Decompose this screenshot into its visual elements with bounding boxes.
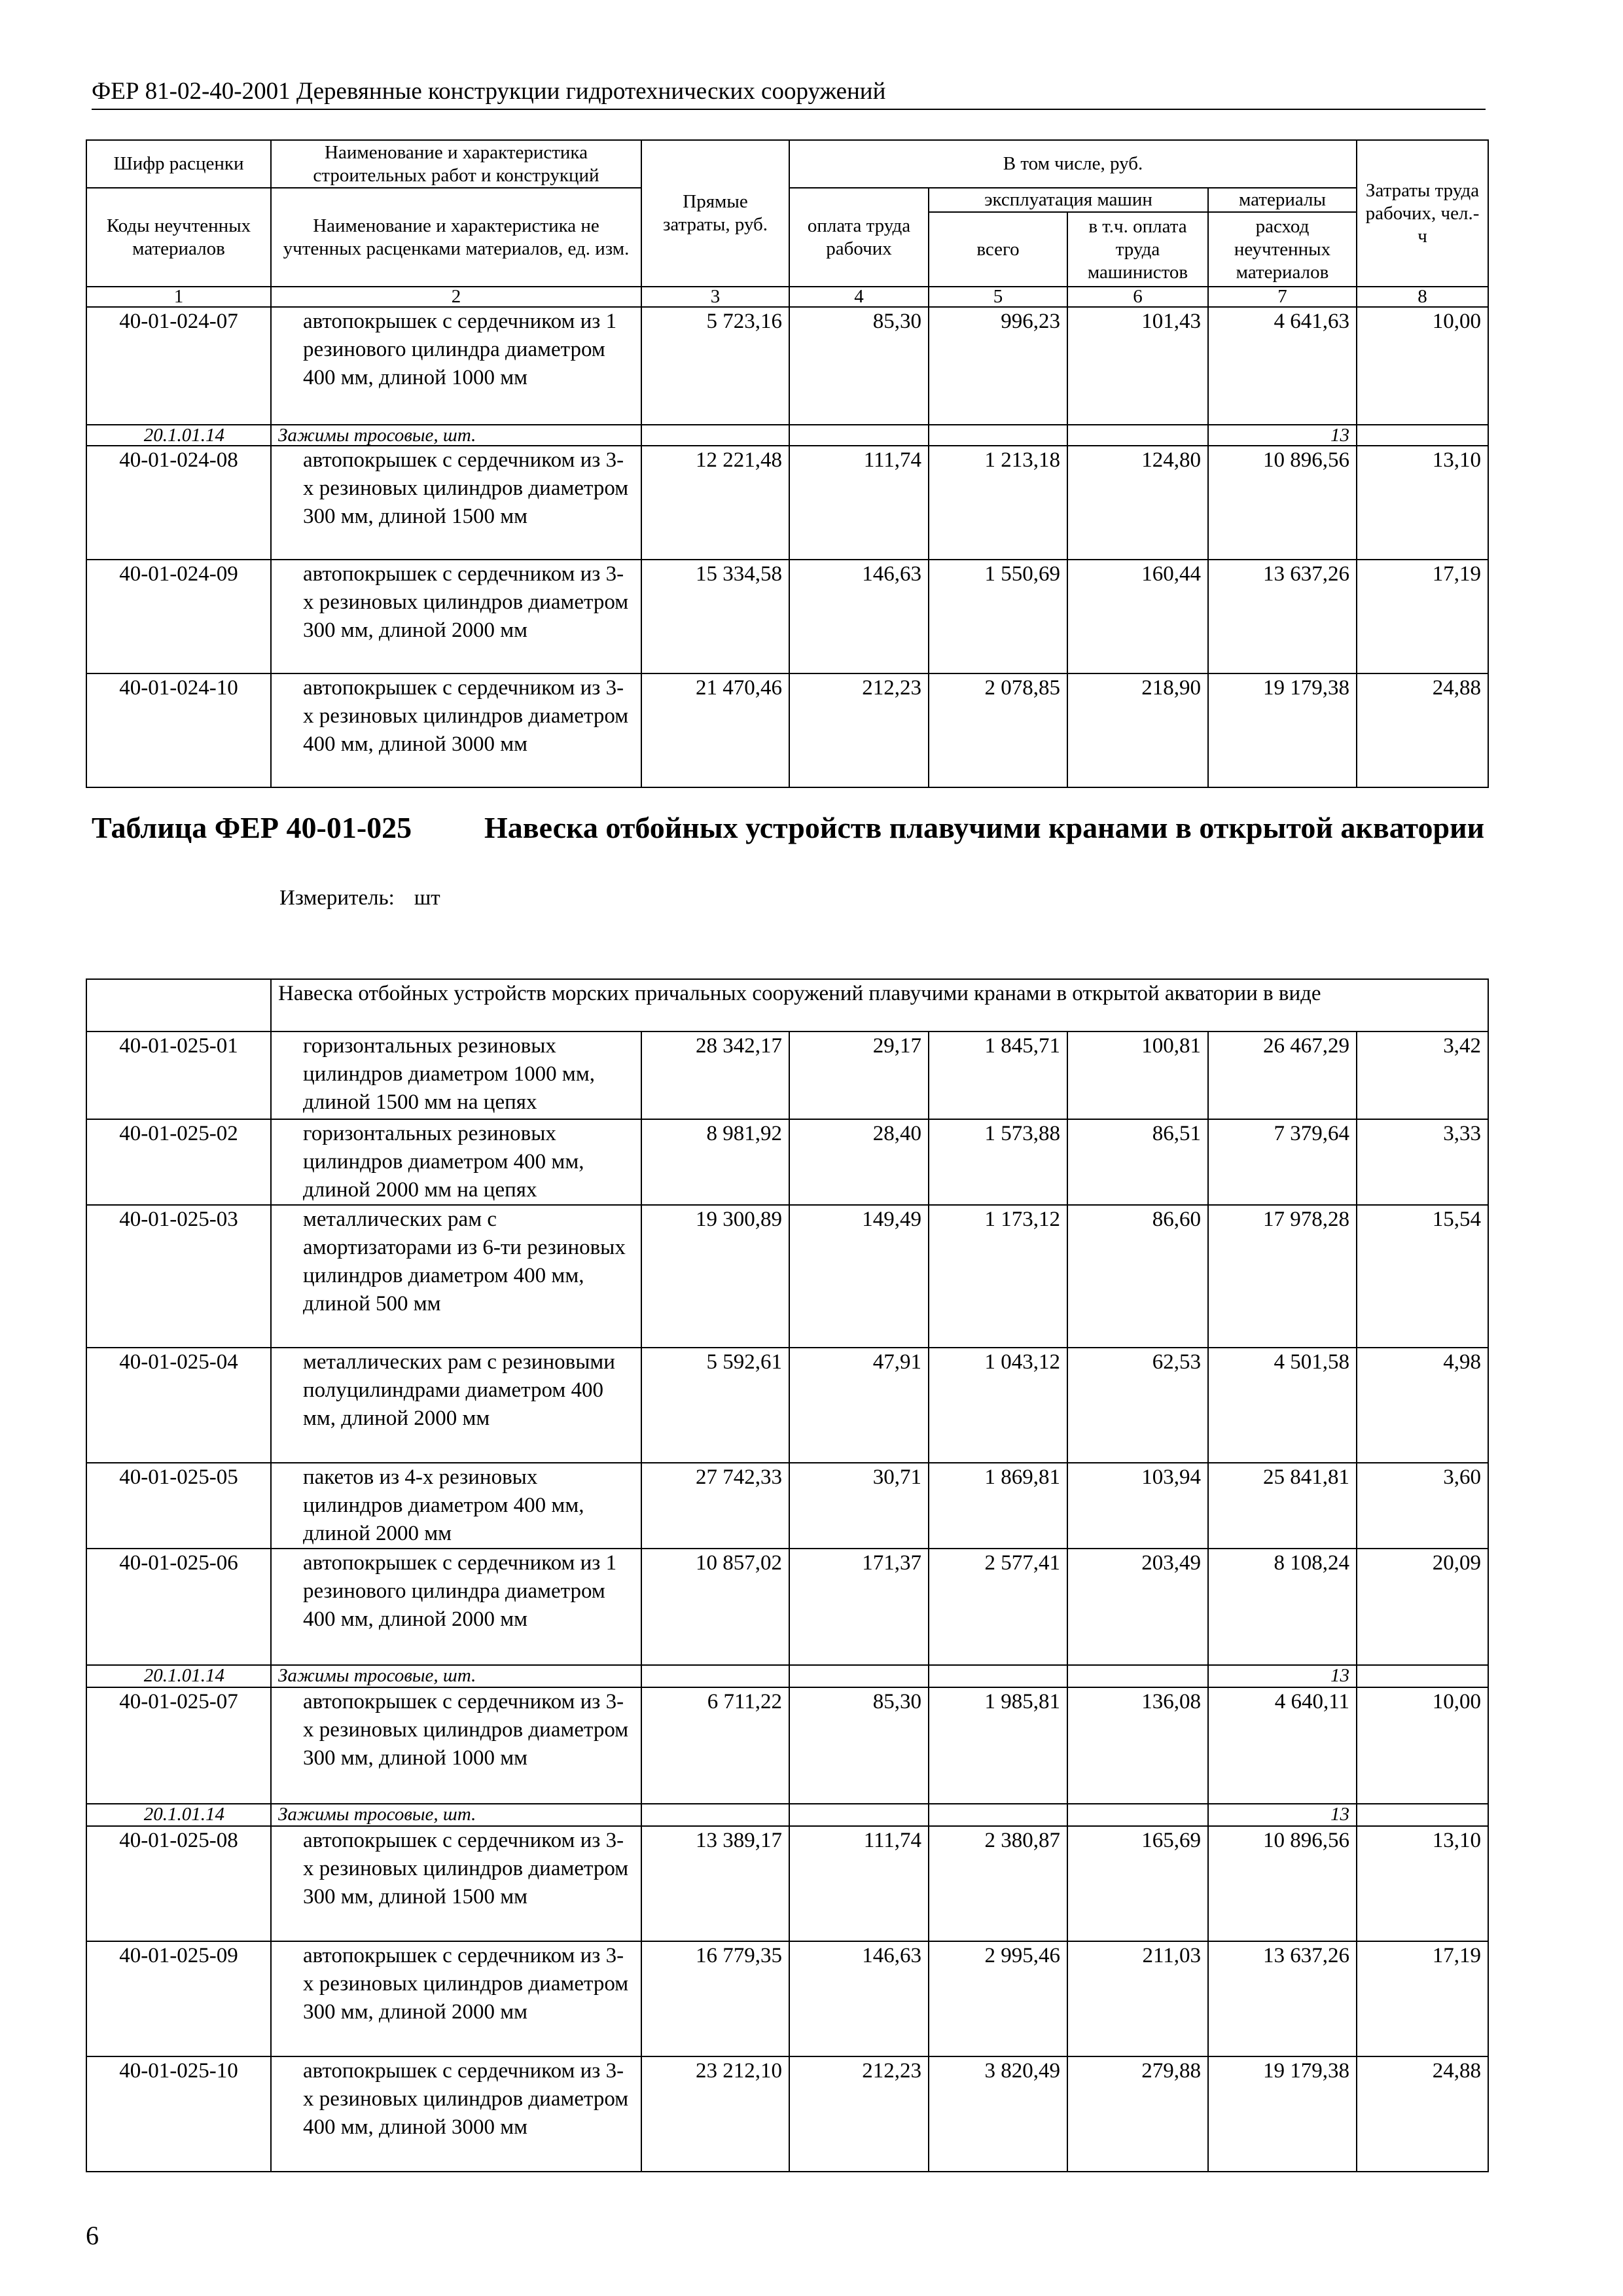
machinists-wages: 103,94 — [1067, 1463, 1208, 1549]
wages: 85,30 — [789, 1687, 929, 1804]
material-row — [86, 1804, 1488, 1826]
col-number: 7 — [1208, 287, 1357, 307]
col-code-header: Шифр расценки — [86, 140, 271, 188]
rate-code: 40-01-024-08 — [86, 446, 271, 560]
materials-cost: 10 896,56 — [1208, 1826, 1357, 1941]
material-row — [86, 425, 1488, 446]
direct-costs: 21 470,46 — [641, 673, 789, 787]
rate-description: автопокрышек с сердечником из 1 резинового цилиндра диаметром 400 мм, длиной 2000 мм — [271, 1549, 641, 1665]
machinists-wages: 279,88 — [1067, 2056, 1208, 2172]
machines-total: 2 380,87 — [929, 1826, 1067, 1941]
machines-total: 2 577,41 — [929, 1549, 1067, 1665]
page-number: 6 — [86, 2221, 99, 2250]
machines-total: 2 078,85 — [929, 673, 1067, 787]
rate-code: 40-01-024-07 — [86, 307, 271, 425]
machinists-wages: 160,44 — [1067, 560, 1208, 673]
rate-description: автопокрышек с сердечником из 3-х резиновых цилиндров диаметром 400 мм, длиной 3000 мм — [271, 2056, 641, 2172]
material-name: Зажимы тросовые, шт. — [271, 425, 641, 446]
rate-code: 40-01-025-09 — [86, 1941, 271, 2056]
rate-code: 40-01-025-08 — [86, 1826, 271, 1941]
rate-description: горизонтальных резиновых цилиндров диаметром 400 мм, длиной 2000 мм на цепях — [271, 1119, 641, 1205]
wages: 29,17 — [789, 1031, 929, 1119]
machines-total: 1 985,81 — [929, 1687, 1067, 1804]
material-quantity: 13 — [1208, 1804, 1357, 1826]
rate-code: 40-01-025-06 — [86, 1549, 271, 1665]
wages: 146,63 — [789, 560, 929, 673]
table-row — [86, 446, 1488, 560]
col-number: 1 — [86, 287, 271, 307]
material-code: 20.1.01.14 — [86, 1665, 271, 1687]
table-label: Таблица ФЕР 40-01-025 — [92, 811, 412, 844]
table-row — [86, 2056, 1488, 2172]
rate-description: автопокрышек с сердечником из 3-х резиновых цилиндров диаметром 400 мм, длиной 3000 мм — [271, 673, 641, 787]
machinists-wages: 124,80 — [1067, 446, 1208, 560]
col-machines-header: эксплуатация машин — [929, 188, 1208, 212]
wages: 212,23 — [789, 673, 929, 787]
machines-total: 1 869,81 — [929, 1463, 1067, 1549]
col-number: 8 — [1357, 287, 1488, 307]
rate-code: 40-01-025-07 — [86, 1687, 271, 1804]
rate-code: 40-01-025-03 — [86, 1205, 271, 1348]
materials-cost: 7 379,64 — [1208, 1119, 1357, 1205]
table-row — [86, 1463, 1488, 1549]
col-labor-hours-header: Затраты труда рабочих, чел.-ч — [1357, 140, 1488, 287]
direct-costs: 10 857,02 — [641, 1549, 789, 1665]
rate-description: горизонтальных резиновых цилиндров диаметром 1000 мм, длиной 1500 мм на цепях — [271, 1031, 641, 1119]
table-intro: Навеска отбойных устройств морских причальных сооружений плавучими кранами в открытой акватории в виде — [271, 979, 1488, 1031]
machinists-wages: 211,03 — [1067, 1941, 1208, 2056]
material-quantity: 13 — [1208, 425, 1357, 446]
machines-total: 1 173,12 — [929, 1205, 1067, 1348]
direct-costs: 5 723,16 — [641, 307, 789, 425]
col-number: 4 — [789, 287, 929, 307]
labor-hours: 17,19 — [1357, 560, 1488, 673]
machines-total: 2 995,46 — [929, 1941, 1067, 2056]
table-row — [86, 1826, 1488, 1941]
col-machinists-wages-header: в т.ч. оплата труда машинистов — [1067, 212, 1208, 287]
col-number: 3 — [641, 287, 789, 307]
materials-cost: 4 640,11 — [1208, 1687, 1357, 1804]
machinists-wages: 62,53 — [1067, 1348, 1208, 1463]
materials-cost: 4 641,63 — [1208, 307, 1357, 425]
rate-code: 40-01-025-05 — [86, 1463, 271, 1549]
labor-hours: 20,09 — [1357, 1549, 1488, 1665]
machinists-wages: 86,51 — [1067, 1119, 1208, 1205]
machines-total: 1 845,71 — [929, 1031, 1067, 1119]
rate-description: автопокрышек с сердечником из 3-х резиновых цилиндров диаметром 300 мм, длиной 1000 мм — [271, 1687, 641, 1804]
col-unaccounted-materials-header: расход неучтенных материалов — [1208, 212, 1357, 287]
machines-total: 1 573,88 — [929, 1119, 1067, 1205]
wages: 28,40 — [789, 1119, 929, 1205]
materials-cost: 17 978,28 — [1208, 1205, 1357, 1348]
wages: 47,91 — [789, 1348, 929, 1463]
table-row — [86, 1687, 1488, 1804]
labor-hours: 15,54 — [1357, 1205, 1488, 1348]
machinists-wages: 136,08 — [1067, 1687, 1208, 1804]
table-row — [86, 1549, 1488, 1665]
intro-row — [86, 979, 1488, 1031]
rate-description: автопокрышек с сердечником из 3-х резиновых цилиндров диаметром 300 мм, длиной 1500 мм — [271, 446, 641, 560]
machines-total: 3 820,49 — [929, 2056, 1067, 2172]
labor-hours: 24,88 — [1357, 673, 1488, 787]
material-quantity: 13 — [1208, 1665, 1357, 1687]
materials-cost: 10 896,56 — [1208, 446, 1357, 560]
machines-total: 1 043,12 — [929, 1348, 1067, 1463]
material-row — [86, 1665, 1488, 1687]
measure-unit: шт — [414, 886, 440, 910]
table-row — [86, 1031, 1488, 1119]
direct-costs: 28 342,17 — [641, 1031, 789, 1119]
direct-costs: 19 300,89 — [641, 1205, 789, 1348]
labor-hours: 10,00 — [1357, 307, 1488, 425]
measure-line — [279, 885, 440, 911]
machines-total: 1 550,69 — [929, 560, 1067, 673]
materials-cost: 19 179,38 — [1208, 673, 1357, 787]
col-number: 2 — [271, 287, 641, 307]
materials-cost: 26 467,29 — [1208, 1031, 1357, 1119]
machinists-wages: 218,90 — [1067, 673, 1208, 787]
labor-hours: 13,10 — [1357, 1826, 1488, 1941]
rates-table — [86, 139, 1489, 788]
rate-description: автопокрышек с сердечником из 3-х резиновых цилиндров диаметром 300 мм, длиной 2000 мм — [271, 560, 641, 673]
materials-cost: 8 108,24 — [1208, 1549, 1357, 1665]
materials-cost: 4 501,58 — [1208, 1348, 1357, 1463]
labor-hours: 10,00 — [1357, 1687, 1488, 1804]
rate-description: автопокрышек с сердечником из 1 резинового цилиндра диаметром 400 мм, длиной 1000 мм — [271, 307, 641, 425]
labor-hours: 3,60 — [1357, 1463, 1488, 1549]
rate-code: 40-01-025-10 — [86, 2056, 271, 2172]
machines-total: 1 213,18 — [929, 446, 1067, 560]
wages: 149,49 — [789, 1205, 929, 1348]
table-row — [86, 1348, 1488, 1463]
table-row — [86, 673, 1488, 787]
materials-cost: 13 637,26 — [1208, 560, 1357, 673]
rate-description: металлических рам с амортизаторами из 6-ти резиновых цилиндров диаметром 400 мм, длиной 500 мм — [271, 1205, 641, 1348]
wages: 146,63 — [789, 1941, 929, 2056]
labor-hours: 3,42 — [1357, 1031, 1488, 1119]
table-row — [86, 307, 1488, 425]
table-row — [86, 560, 1488, 673]
direct-costs: 27 742,33 — [641, 1463, 789, 1549]
wages: 85,30 — [789, 307, 929, 425]
table-heading: Навеска отбойных устройств плавучими кранами в открытой акватории — [484, 811, 1485, 844]
col-name-header: Наименование и характеристика строительных работ и конструкций — [271, 140, 641, 188]
col-machines-total-header: всего — [929, 212, 1067, 287]
direct-costs: 23 212,10 — [641, 2056, 789, 2172]
col-number: 5 — [929, 287, 1067, 307]
material-code: 20.1.01.14 — [86, 1804, 271, 1826]
col-material-names-header: Наименование и характеристика не учтенных расценками материалов, ед. изм. — [271, 188, 641, 287]
rate-code: 40-01-024-09 — [86, 560, 271, 673]
wages: 111,74 — [789, 446, 929, 560]
wages: 30,71 — [789, 1463, 929, 1549]
col-wages-header: оплата труда рабочих — [789, 188, 929, 287]
labor-hours: 3,33 — [1357, 1119, 1488, 1205]
material-name: Зажимы тросовые, шт. — [271, 1665, 641, 1687]
rate-code: 40-01-025-02 — [86, 1119, 271, 1205]
material-name: Зажимы тросовые, шт. — [271, 1804, 641, 1826]
rate-description: пакетов из 4-х резиновых цилиндров диаметром 400 мм, длиной 2000 мм — [271, 1463, 641, 1549]
col-direct-costs-header: Прямые затраты, руб. — [641, 140, 789, 287]
machines-total: 996,23 — [929, 307, 1067, 425]
table-row — [86, 1941, 1488, 2056]
labor-hours: 4,98 — [1357, 1348, 1488, 1463]
rate-code: 40-01-024-10 — [86, 673, 271, 787]
machinists-wages: 101,43 — [1067, 307, 1208, 425]
machinists-wages: 86,60 — [1067, 1205, 1208, 1348]
rate-code: 40-01-025-01 — [86, 1031, 271, 1119]
labor-hours: 13,10 — [1357, 446, 1488, 560]
rate-code: 40-01-025-04 — [86, 1348, 271, 1463]
wages: 171,37 — [789, 1549, 929, 1665]
direct-costs: 13 389,17 — [641, 1826, 789, 1941]
materials-cost: 25 841,81 — [1208, 1463, 1357, 1549]
labor-hours: 17,19 — [1357, 1941, 1488, 2056]
rates-table-025 — [86, 978, 1489, 2172]
materials-cost: 13 637,26 — [1208, 1941, 1357, 2056]
material-code: 20.1.01.14 — [86, 425, 271, 446]
col-material-codes-header: Коды неучтенных материалов — [86, 188, 271, 287]
table-row — [86, 1205, 1488, 1348]
machinists-wages: 203,49 — [1067, 1549, 1208, 1665]
direct-costs: 15 334,58 — [641, 560, 789, 673]
col-materials-header: материалы — [1208, 188, 1357, 212]
direct-costs: 6 711,22 — [641, 1687, 789, 1804]
machinists-wages: 100,81 — [1067, 1031, 1208, 1119]
direct-costs: 12 221,48 — [641, 446, 789, 560]
labor-hours: 24,88 — [1357, 2056, 1488, 2172]
direct-costs: 16 779,35 — [641, 1941, 789, 2056]
measure-label: Измеритель: — [279, 886, 395, 910]
direct-costs: 5 592,61 — [641, 1348, 789, 1463]
table-row — [86, 1119, 1488, 1205]
wages: 212,23 — [789, 2056, 929, 2172]
rate-description: металлических рам с резиновыми полуцилиндрами диаметром 400 мм, длиной 2000 мм — [271, 1348, 641, 1463]
machinists-wages: 165,69 — [1067, 1826, 1208, 1941]
materials-cost: 19 179,38 — [1208, 2056, 1357, 2172]
wages: 111,74 — [789, 1826, 929, 1941]
col-group-header: В том числе, руб. — [789, 140, 1357, 188]
rate-description: автопокрышек с сердечником из 3-х резиновых цилиндров диаметром 300 мм, длиной 2000 мм — [271, 1941, 641, 2056]
page-header: ФЕР 81-02-40-2001 Деревянные конструкции гидротехнических сооружений — [92, 77, 1486, 110]
direct-costs: 8 981,92 — [641, 1119, 789, 1205]
rate-description: автопокрышек с сердечником из 3-х резиновых цилиндров диаметром 300 мм, длиной 1500 мм — [271, 1826, 641, 1941]
col-number: 6 — [1067, 287, 1208, 307]
